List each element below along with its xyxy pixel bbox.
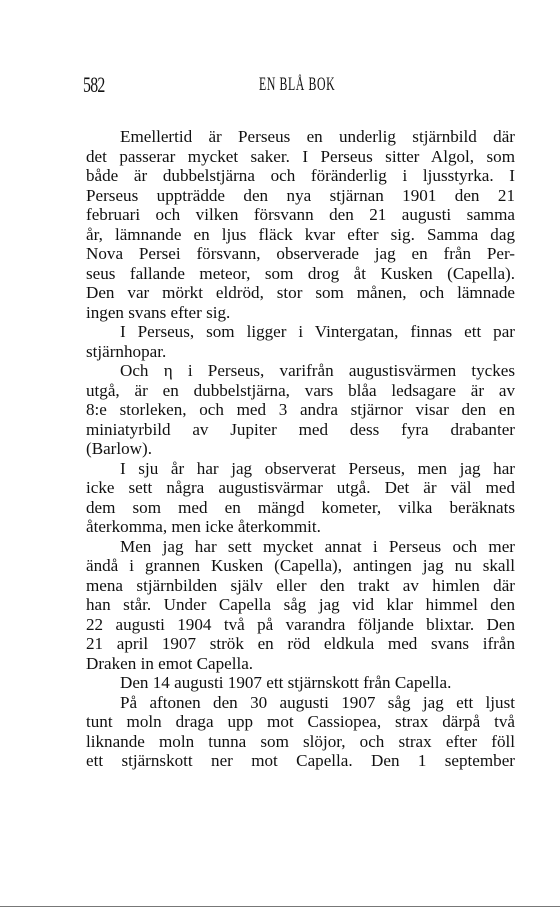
paragraph [86, 127, 515, 322]
text-line: både är dubbelstjärna och föränderlig i ljusstyrka. I [86, 166, 515, 185]
paragraph [86, 361, 515, 459]
running-title: EN BLÅ BOK [259, 74, 336, 95]
text-line: liknande moln tunna som slöjor, och strax efter föll [86, 731, 515, 751]
text-line: 8:e storleken, och med 3 andra stjärnor visar den en [86, 400, 515, 419]
text-line: 22 augusti 1904 två på varandra följande blixtar. Den [86, 614, 515, 634]
text-line: dem som med en mängd kometer, vilka beräknats [86, 497, 515, 517]
paragraph [86, 459, 515, 537]
text-line: utgå, är en dubbelstjärna, vars blåa ledsagare är av [86, 380, 515, 400]
body-text [86, 127, 515, 771]
text-line: Draken in emot Capella. [86, 653, 254, 673]
text-line: I Perseus, som ligger i Vintergatan, finnas ett par [120, 322, 515, 341]
page-bottom-edge [0, 906, 560, 907]
paragraph [86, 693, 515, 771]
text-line: det passerar mycket saker. I Perseus sitter Algol, som [86, 146, 515, 166]
paragraph [86, 322, 515, 361]
paragraph [86, 673, 515, 693]
text-line: Och η i Perseus, varifrån augustisvärmen tyckes [120, 361, 515, 380]
text-line: Emellertid är Perseus en underlig stjärnbild där [120, 127, 515, 146]
text-line: mena stjärnbilden själv eller den trakt av himlen där [86, 575, 515, 595]
text-line: Perseus uppträdde den nya stjärnan 1901 den 21 [86, 185, 515, 205]
text-line: ändå i grannen Kusken (Capella), antingen jag nu skall [86, 556, 515, 575]
text-line: återkomma, men icke återkommit. [86, 517, 321, 536]
text-line: Den 14 augusti 1907 ett stjärnskott från Capella. [120, 673, 452, 692]
text-line: miniatyrbild av Jupiter med dess fyra drabanter [86, 419, 515, 439]
text-line: ett stjärnskott ner mot Capella. Den 1 september [86, 751, 515, 770]
text-line: tunt moln draga upp mot Cassiopea, strax därpå två [86, 712, 515, 731]
text-line: ingen svans efter sig. [86, 302, 231, 322]
text-line: stjärnhopar. [86, 341, 167, 361]
text-line: Men jag har sett mycket annat i Perseus och mer [120, 536, 515, 556]
text-line: Nova Persei försvann, observerade jag en från Per- [86, 244, 515, 263]
paragraph [86, 537, 515, 674]
page-number: 582 [83, 72, 105, 97]
text-line: Den var mörkt eldröd, stor som månen, och lämnade [86, 283, 515, 302]
text-line: (Barlow). [86, 439, 152, 458]
text-line: år, lämnande en ljus fläck kvar efter sig. Samma dag [86, 224, 515, 244]
page-header [0, 72, 560, 102]
text-line: seus fallande meteor, som drog åt Kusken (Capella). [86, 263, 515, 283]
text-line: han står. Under Capella såg jag vid klar himmel den [86, 595, 515, 614]
text-line: februari och vilken försvann den 21 augusti samma [86, 205, 515, 224]
text-line: I sju år har jag observerat Perseus, men jag har [120, 458, 515, 478]
text-line: icke sett några augustisvärmar utgå. Det är väl med [86, 478, 515, 497]
text-line: På aftonen den 30 augusti 1907 såg jag ett ljust [120, 692, 515, 712]
text-line: 21 april 1907 strök en röd eldkula med svans ifrån [86, 634, 515, 653]
